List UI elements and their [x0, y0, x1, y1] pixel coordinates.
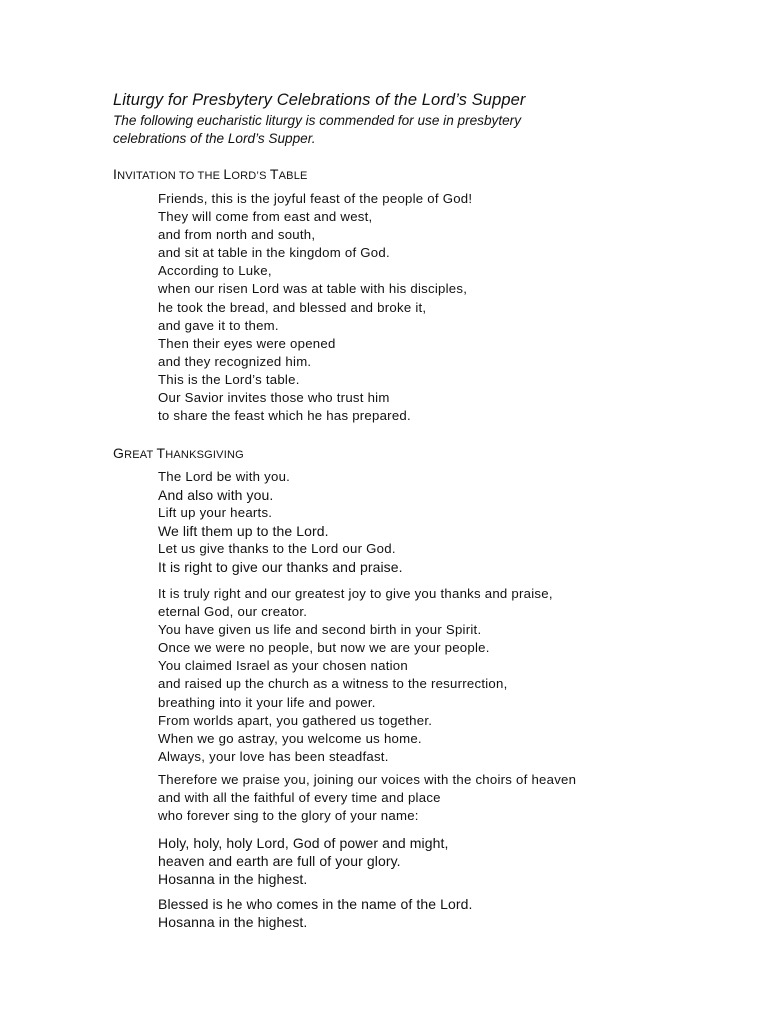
intro-line: The following eucharistic liturgy is commended for use in presbytery	[113, 113, 521, 128]
text-line: who forever sing to the glory of your name:	[158, 808, 419, 824]
response-line: Blessed is he who comes in the name of the Lord.	[158, 896, 473, 912]
text-line: Our Savior invites those who trust him	[158, 390, 390, 406]
text-line: when our risen Lord was at table with his disciples,	[158, 281, 468, 297]
intro-paragraph	[113, 112, 633, 147]
response-line: We lift them up to the Lord.	[158, 523, 329, 540]
text-line: You claimed Israel as your chosen nation	[158, 658, 408, 674]
text-line: They will come from east and west,	[158, 209, 373, 225]
text-line: and they recognized him.	[158, 353, 312, 369]
text-line: It is truly right and our greatest joy to give you thanks and praise,	[158, 586, 553, 601]
text-line: You have given us life and second birth in your Spirit.	[158, 622, 482, 638]
text-line: When we go astray, you welcome us home.	[158, 730, 422, 746]
response-line: Holy, holy, holy Lord, God of power and might,	[158, 835, 449, 851]
text-line: and gave it to them.	[158, 317, 279, 333]
text-line: and from north and south,	[158, 227, 316, 243]
text-line: and raised up the church as a witness to the resurrection,	[158, 676, 508, 692]
response-line: Hosanna in the highest.	[158, 914, 308, 931]
text-line: and sit at table in the kingdom of God.	[158, 245, 390, 261]
text-line: eternal God, our creator.	[158, 604, 308, 620]
text-line: he took the bread, and blessed and broke it,	[158, 299, 427, 315]
leader-line: Let us give thanks to the Lord our God.	[158, 541, 396, 557]
invitation-text	[158, 190, 718, 425]
text-line: According to Luke,	[158, 263, 272, 279]
page-title: Liturgy for Presbytery Celebrations of the Lord’s Supper	[113, 91, 526, 109]
preface-text	[158, 585, 718, 766]
text-line: From worlds apart, you gathered us together.	[158, 712, 433, 728]
response-line: heaven and earth are full of your glory.	[158, 853, 401, 870]
text-line: This is the Lord’s table.	[158, 371, 300, 387]
dialogue-text	[158, 468, 718, 577]
response-line: Hosanna in the highest.	[158, 871, 308, 888]
intro-line: celebrations of the Lord’s Supper.	[113, 130, 316, 146]
response-line: And also with you.	[158, 487, 274, 504]
text-line: Then their eyes were opened	[158, 335, 336, 351]
sanctus-text	[158, 834, 718, 889]
therefore-text	[158, 771, 718, 825]
response-line: It is right to give our thanks and praise.	[158, 559, 403, 576]
text-line: Once we were no people, but now we are your people.	[158, 640, 490, 656]
section-heading-invitation: INVITATION TO THE LORD’S TABLE	[113, 166, 308, 182]
text-line: to share the feast which he has prepared.	[158, 408, 411, 424]
text-line: Always, your love has been steadfast.	[158, 748, 389, 764]
leader-line: The Lord be with you.	[158, 469, 291, 484]
benedictus-text	[158, 895, 718, 931]
text-line: and with all the faithful of every time and place	[158, 790, 441, 806]
section-heading-great-thanksgiving: GREAT THANKSGIVING	[113, 445, 244, 461]
text-line: Friends, this is the joyful feast of the people of God!	[158, 191, 473, 206]
text-line: breathing into it your life and power.	[158, 694, 376, 710]
text-line: Therefore we praise you, joining our voices with the choirs of heaven	[158, 772, 577, 787]
leader-line: Lift up your hearts.	[158, 505, 273, 521]
